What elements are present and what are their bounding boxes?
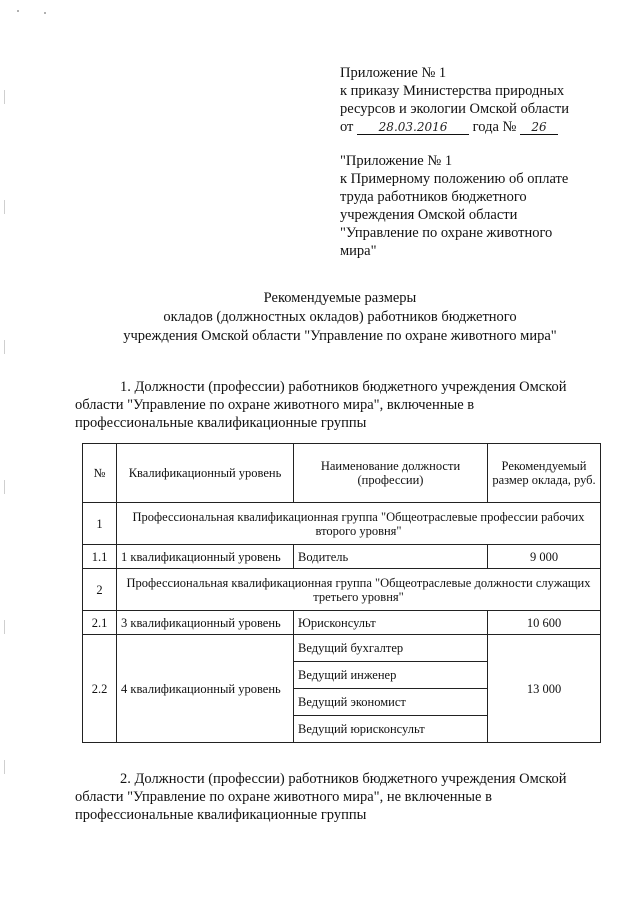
appendix-line: Приложение № 1 <box>340 65 447 81</box>
appendix-line: к приказу Министерства природных <box>340 83 565 99</box>
section-line: области "Управление по охране животного мира", не включенные в <box>75 789 492 805</box>
title-line: Рекомендуемые размеры <box>263 290 417 306</box>
row-position: Ведущий юрисконсульт <box>294 716 488 743</box>
group-name: Профессиональная квалификационная группа "Общеотраслевые профессии рабочих второго уровня" <box>117 503 601 545</box>
appendix-line: "Управление по охране животного <box>340 225 553 241</box>
salary-table <box>82 443 601 743</box>
group-num: 2 <box>83 569 117 611</box>
appendix-line: учреждения Омской области <box>340 207 518 223</box>
header-position: Наименование должности (профессии) <box>294 444 488 503</box>
table-header-row <box>83 444 601 503</box>
section-line: 1. Должности (профессии) работников бюджетного учреждения Омской <box>120 379 567 395</box>
handwritten-order-number: 26 <box>520 120 558 135</box>
row-salary: 9 000 <box>488 545 601 569</box>
scan-dot <box>17 10 19 12</box>
appendix-line: к Примерному положению об оплате <box>340 171 569 187</box>
appendix-line: мира" <box>340 243 377 259</box>
row-position: Ведущий экономист <box>294 689 488 716</box>
header-salary: Рекомендуемый размер оклада, руб. <box>488 444 601 503</box>
document-title <box>60 289 620 346</box>
title-line: учреждения Омской области "Управление по охране животного мира" <box>123 328 557 344</box>
section-line: профессиональные квалификационные группы <box>75 415 367 431</box>
row-level: 4 квалификационный уровень <box>117 635 294 743</box>
section-line: профессиональные квалификационные группы <box>75 807 367 823</box>
row-level: 3 квалификационный уровень <box>117 611 294 635</box>
header-num: № <box>83 444 117 503</box>
table-group-row <box>83 569 601 611</box>
section-1-heading <box>75 378 597 432</box>
date-prefix: от <box>340 119 354 135</box>
section-line: 2. Должности (профессии) работников бюджетного учреждения Омской <box>120 771 567 787</box>
appendix-line: ресурсов и экологии Омской области <box>340 101 569 117</box>
row-num: 1.1 <box>83 545 117 569</box>
row-level: 1 квалификационный уровень <box>117 545 294 569</box>
row-salary: 10 600 <box>488 611 601 635</box>
table-row <box>83 611 601 635</box>
row-num: 2.1 <box>83 611 117 635</box>
appendix-line: "Приложение № 1 <box>340 153 453 169</box>
group-num: 1 <box>83 503 117 545</box>
row-salary: 13 000 <box>488 635 601 743</box>
row-num: 2.2 <box>83 635 117 743</box>
header-level: Квалификационный уровень <box>117 444 294 503</box>
scan-dot <box>44 12 46 14</box>
year-number-label: года № <box>472 119 517 135</box>
table-row <box>83 545 601 569</box>
appendix-line: труда работников бюджетного <box>340 189 527 205</box>
section-line: области "Управление по охране животного мира", включенные в <box>75 397 475 413</box>
appendix-order-reference <box>340 64 569 136</box>
row-position: Водитель <box>294 545 488 569</box>
table-row <box>83 635 601 662</box>
title-line: окладов (должностных окладов) работников бюджетного <box>163 309 517 325</box>
row-position: Ведущий бухгалтер <box>294 635 488 662</box>
order-date-number-line <box>340 118 569 136</box>
appendix-regulation-reference <box>340 152 568 260</box>
scan-edge-marks <box>4 80 8 860</box>
row-position: Ведущий инженер <box>294 662 488 689</box>
section-2-heading <box>75 770 597 824</box>
table-group-row <box>83 503 601 545</box>
row-position: Юрисконсульт <box>294 611 488 635</box>
group-name: Профессиональная квалификационная группа "Общеотраслевые должности служащих третьего уровня" <box>117 569 601 611</box>
handwritten-date: 28.03.2016 <box>357 120 469 135</box>
